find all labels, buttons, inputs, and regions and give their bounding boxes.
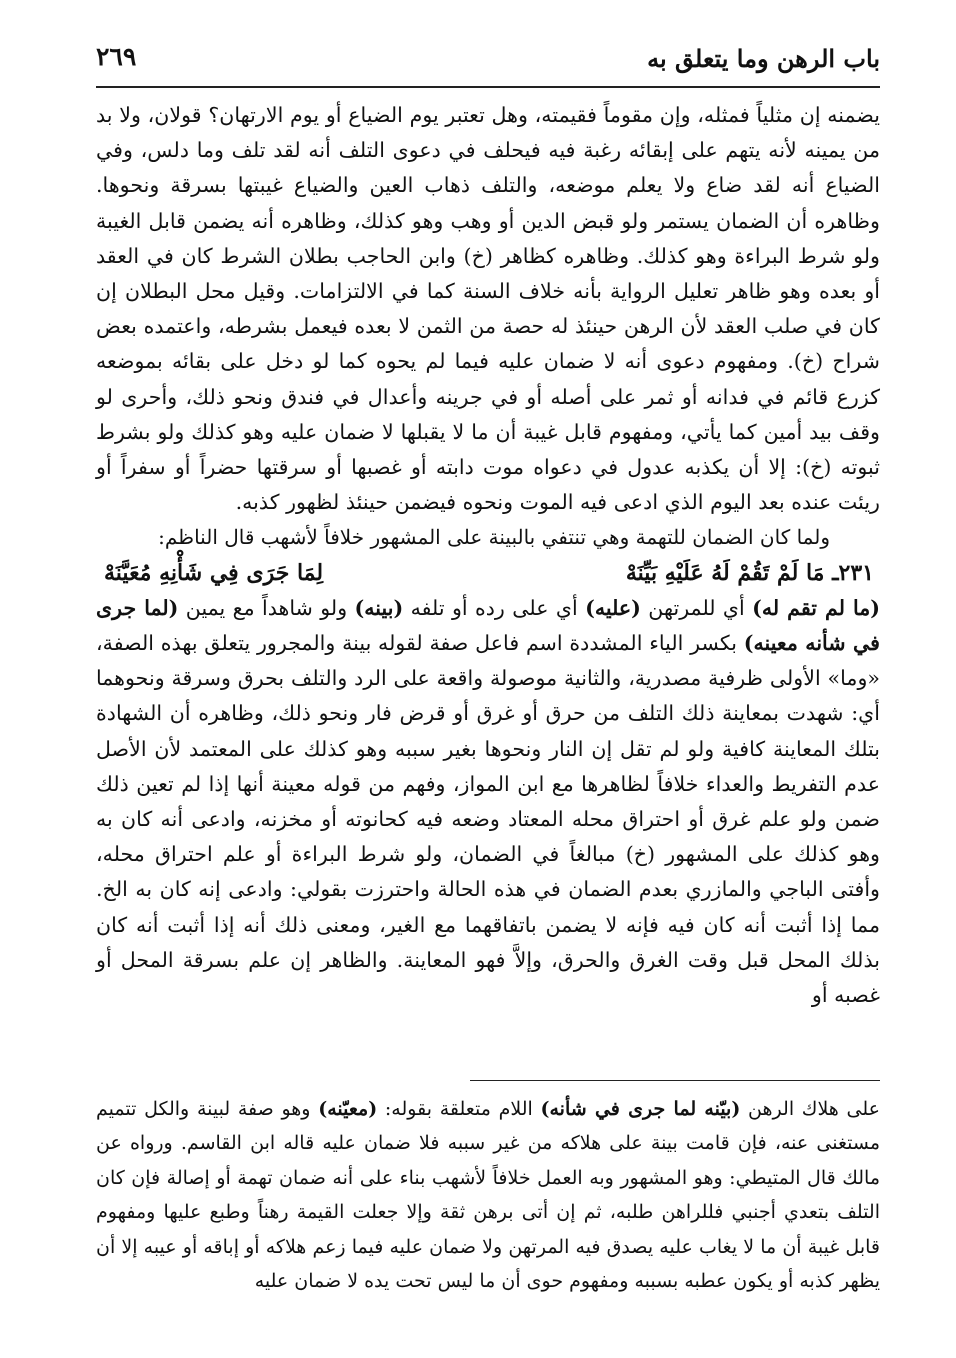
verse-second-hemistich: لِمَا جَرَى فِي شَأْنِهِ مُعَيَّنَهْ bbox=[104, 559, 324, 586]
footnote-text: وهو صفة لبينة والكل تتميم مستغنى عنه، فإن قامت بينة على هلاكه من غير سببه فلا ضمان عليه قاله ابن القاسم. ورواه عن مالك قال المتيطي: وهو المشهور وبه العمل خلافاً لأشهب بناء على أنه ضمان تهمة أو إصالة فإن كان التلف بتعدي أجنبي فللراهن طلبه، ثم إن أتى برهن ثقة وإلا جعلت القيمة رهناً وطبع عليها ومفهوم قابل غيبة أن ما لا يغاب عليه يصدق فيه المرتهن ولا ضمان عليه فيما زعم هلاكه أو إباقه أو عيبه إلا أن يظهر كذبه أو يكون عطبه بسببه ومفهوم حوى أن ما ليس تحت يده لا ضمان عليه bbox=[96, 1098, 880, 1293]
page-header bbox=[96, 36, 880, 84]
commentary-text: أي على رده أو تلفه bbox=[403, 595, 586, 620]
chapter-title: باب الرهن وما يتعلق به bbox=[647, 44, 880, 73]
commentary-text: أي للمرتهن bbox=[640, 595, 753, 620]
main-text bbox=[96, 98, 880, 1048]
verse-line bbox=[96, 556, 880, 591]
footnote-term: (بيّنه لما جرى في شأنه) bbox=[540, 1098, 741, 1120]
header-divider bbox=[96, 86, 880, 88]
commentary-term: (لما جرى في شأنه معينه) bbox=[96, 595, 880, 656]
verse-commentary bbox=[96, 591, 880, 1013]
commentary-text: ولو شاهداً مع يمين bbox=[178, 595, 355, 620]
commentary-term: (ما لم تقم له) bbox=[752, 595, 881, 620]
footnote bbox=[96, 1092, 880, 1298]
footnote-divider bbox=[470, 1080, 880, 1081]
footnote-text: اللام متعلقة بقوله: bbox=[377, 1098, 541, 1120]
commentary-term: (عليه) bbox=[585, 595, 641, 620]
commentary-term: (بينه) bbox=[354, 595, 404, 620]
paragraph: يضمنه إن مثلياً فمثله، وإن مقوماً فقيمته، وهل تعتبر يوم الضياع أو يوم الارتهان؟ قولان، ولا بد من يمينه لأنه يتهم على إبقائه رغبة فيه فيحلف في دعوى التلف أنه لقد تلف وما دلس، وفي الضياع أنه لقد ضاع ولا يعلم موضعه، والتلف ذهاب العين والضياع غيبتها بسرقة ونحوها. وظاهره أن الضمان يستمر ولو قبض الدين أو وهب وهو كذلك، وظاهره أنه يضمن قابل الغيبة ولو شرط البراءة وهو كذلك. وظاهره كظاهر (خ) وابن الحاجب بطلان الشرط كان في العقد أو بعده وهو ظاهر تعليل الرواية بأنه خلاف السنة كما في الالتزامات. وقيل محل البطلان إن كان في صلب العقد لأن الرهن حينئذ له حصة من الثمن لا بعده فيعمل بشرطه، واعتمده بعض شراح (خ). ومفهوم دعوى أنه لا ضمان عليه فيما لم يحوه كما لو دخل على بقائه بموضعه كزرع قائم في فدانه أو ثمر على أصله أو في جرينه وأعدال في فندق ونحو ذلك، وأحرى لو وقف بيد أمين كما يأتي، ومفهوم قابل غيبة أن ما لا يقبلها لا ضمان عليه وهو كذلك ولو بشرط ثبوته (خ): إلا أن يكذبه عدول في دعواه موت دابته أو غصبها أو سرقتها حضراً أو سفراً أو ريئت عنده بعد اليوم الذي ادعى فيه الموت ونحوه فيضمن حينئذ لظهور كذبه. bbox=[96, 103, 880, 515]
footnote-text: على هلاك الرهن bbox=[740, 1098, 881, 1120]
commentary-text: بكسر الياء المشددة اسم فاعل صفة لقوله بينة والمجرور يتعلق بهذه الصفة، «وما» الأولى ظرفية مصدرية، والثانية موصولة واقعة على الرد والتلف بحرق وسرقة ونحوهما أي: شهدت بمعاينة ذلك التلف من حرق أو غرق أو قرض فار ونحو ذلك، وظاهره أن الشهادة بتلك المعاينة كافية ولو لم تقل إن النار ونحوها بغير سببه وهو كذلك على المعتمد لأن الأصل عدم التفريط والعداء خلافاً لظاهرها مع ابن المواز، وفهم من قوله معينة أنها إذا لم تعين ذلك ضمن ولو علم غرق أو احتراق محله المعتاد وضعه فيه كحانوته أو مخزنه، وادعى أنه كان به وهو كذلك على المشهور (خ) مبالغاً في الضمان، ولو شرط البراءة أو علم احتراق محله، وأفتى الباجي والمازري بعدم الضمان في هذه الحالة واحترزت بقولي: وادعى إنه كان به الخ. مما إذا أثبت أنه كان فيه فإنه لا يضمن باتفاقهما مع الغير، ومعنى ذلك أنه إذا أثبت أنه كان بذلك المحل قبل وقت الغرق والحرق، وإلاَّ فهو المعاينة. والظاهر إن علم بسرقة المحل أو غصبه أو bbox=[96, 631, 880, 1008]
page-number: ٢٦٩ bbox=[96, 42, 137, 71]
footnote-term: (معيّنه) bbox=[318, 1098, 378, 1120]
verse-introduction: ولما كان الضمان للتهمة وهي تنتفي بالبينة على المشهور خلافاً لأشهب قال الناظم: bbox=[158, 525, 830, 550]
footnotes bbox=[96, 1092, 880, 1352]
verse-first-hemistich: ٢٣١ـ مَا لَمْ تَقُمْ لَهُ عَلَيْهِ بَيِّنَهْ bbox=[625, 559, 874, 586]
